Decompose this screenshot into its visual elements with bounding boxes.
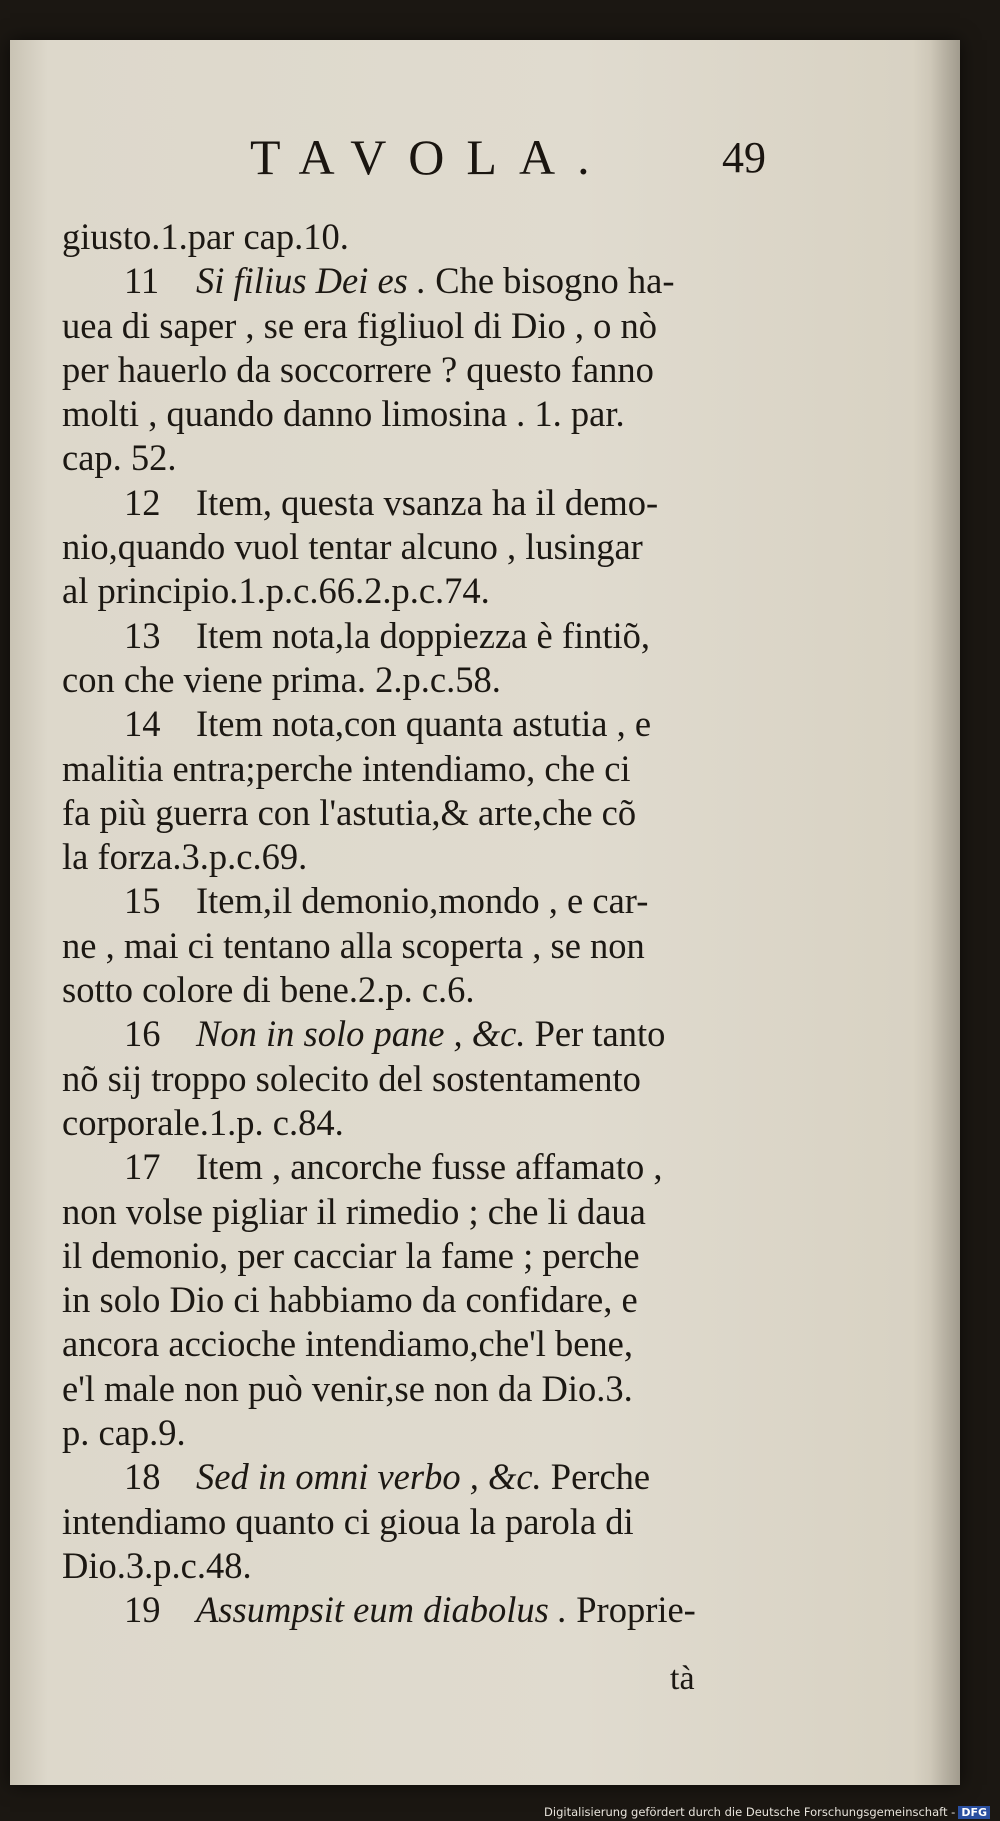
line-text: Proprie- (567, 1589, 696, 1631)
text-line (62, 879, 802, 923)
catchword: tà (670, 1660, 695, 1697)
entry-number: 16 (124, 1013, 161, 1055)
line-text: al principio.1.p.c.66.2.p.c.74. (62, 570, 490, 612)
entry-number: 13 (124, 614, 161, 656)
line-text: ancora accioche intendiamo,che'l bene, (62, 1323, 634, 1365)
line-text: corporale.1.p. c.84. (62, 1101, 344, 1143)
text-line (62, 747, 802, 791)
entry-number: 17 (124, 1146, 161, 1188)
text-line (62, 304, 802, 348)
line-text: Item nota,la doppiezza è fintiõ, (196, 614, 651, 656)
text-line (62, 1145, 802, 1189)
text-line (62, 436, 802, 480)
text-line (62, 259, 802, 303)
text-line (62, 1544, 802, 1588)
index-text (62, 215, 802, 1633)
dfg-credit (544, 1805, 990, 1819)
latin-quote: Non in solo pane , &c. (196, 1013, 526, 1055)
line-text: Item, questa vsanza ha il demo- (196, 481, 659, 523)
text-line (62, 968, 802, 1012)
text-line (62, 569, 802, 613)
text-line (62, 1012, 802, 1056)
text-line (62, 924, 802, 968)
text-line (62, 702, 802, 746)
book-page (10, 40, 960, 1785)
line-text: Che bisogno ha- (426, 260, 675, 302)
text-line (62, 525, 802, 569)
line-text: per hauerlo da soccorrere ? questo fanno (62, 348, 654, 390)
dfg-logo: DFG (958, 1806, 990, 1819)
text-line (62, 392, 802, 436)
entry-number: 15 (124, 880, 161, 922)
line-text: il demonio, per cacciar la fame ; perche (62, 1234, 640, 1276)
line-text: molti , quando danno limosina . 1. par. (62, 393, 625, 435)
text-line (62, 614, 802, 658)
page-edge-shadow (930, 40, 960, 1785)
text-line (62, 835, 802, 879)
latin-quote: Si filius Dei es . (196, 260, 427, 302)
text-line (62, 215, 802, 259)
text-line (62, 791, 802, 835)
line-text: fa più guerra con l'astutia,& arte,che cõ (62, 791, 637, 833)
text-line (62, 1322, 802, 1366)
line-text: e'l male non può venir,se non da Dio.3. (62, 1367, 633, 1409)
line-text: cap. 52. (62, 437, 177, 479)
line-text: Per tanto (525, 1013, 666, 1055)
text-line (62, 1588, 802, 1632)
entry-number: 19 (124, 1589, 161, 1631)
text-line (62, 1367, 802, 1411)
latin-quote: Assumpsit eum diabolus . (196, 1589, 568, 1631)
entry-number: 18 (124, 1456, 161, 1498)
line-text: Item , ancorche fusse affamato , (196, 1146, 663, 1188)
text-line (62, 1101, 802, 1145)
text-line (62, 1057, 802, 1101)
line-text: malitia entra;perche intendiamo, che ci (62, 747, 631, 789)
text-line (62, 1234, 802, 1278)
text-line (62, 1411, 802, 1455)
line-text: sotto colore di bene.2.p. c.6. (62, 969, 475, 1011)
page-number: 49 (722, 133, 766, 182)
line-text: intendiamo quanto ci gioua la parola di (62, 1500, 634, 1542)
line-text: Dio.3.p.c.48. (62, 1544, 252, 1586)
text-line (62, 348, 802, 392)
line-text: non volse pigliar il rimedio ; che li daua (62, 1190, 646, 1232)
line-text: uea di saper , se era figliuol di Dio , o nò (62, 304, 657, 346)
line-text: Item nota,con quanta astutia , e (196, 703, 652, 745)
line-text: in solo Dio ci habbiamo da confidare, e (62, 1279, 638, 1321)
line-text: p. cap.9. (62, 1412, 186, 1454)
text-line (62, 1190, 802, 1234)
line-text: la forza.3.p.c.69. (62, 836, 308, 878)
text-line (62, 658, 802, 702)
line-text: giusto.1.par cap.10. (62, 216, 349, 257)
entry-number: 11 (124, 260, 160, 302)
latin-quote: Sed in omni verbo , &c. (196, 1456, 542, 1498)
text-line (62, 1455, 802, 1499)
line-text: nõ sij troppo solecito del sostentamento (62, 1057, 641, 1099)
text-line (62, 1278, 802, 1322)
line-text: con che viene prima. 2.p.c.58. (62, 658, 501, 700)
text-line (62, 481, 802, 525)
entry-number: 14 (124, 703, 161, 745)
running-header (250, 128, 780, 198)
header-title: TAVOLA. (250, 129, 612, 185)
credit-text: Digitalisierung gefördert durch die Deutsche Forschungsgemeinschaft - (544, 1805, 956, 1819)
line-text: Item,il demonio,mondo , e car- (196, 880, 649, 922)
line-text: ne , mai ci tentano alla scoperta , se non (62, 924, 645, 966)
entry-number: 12 (124, 481, 161, 523)
line-text: nio,quando vuol tentar alcuno , lusingar (62, 526, 643, 568)
line-text: Perche (541, 1456, 651, 1498)
text-line (62, 1500, 802, 1544)
